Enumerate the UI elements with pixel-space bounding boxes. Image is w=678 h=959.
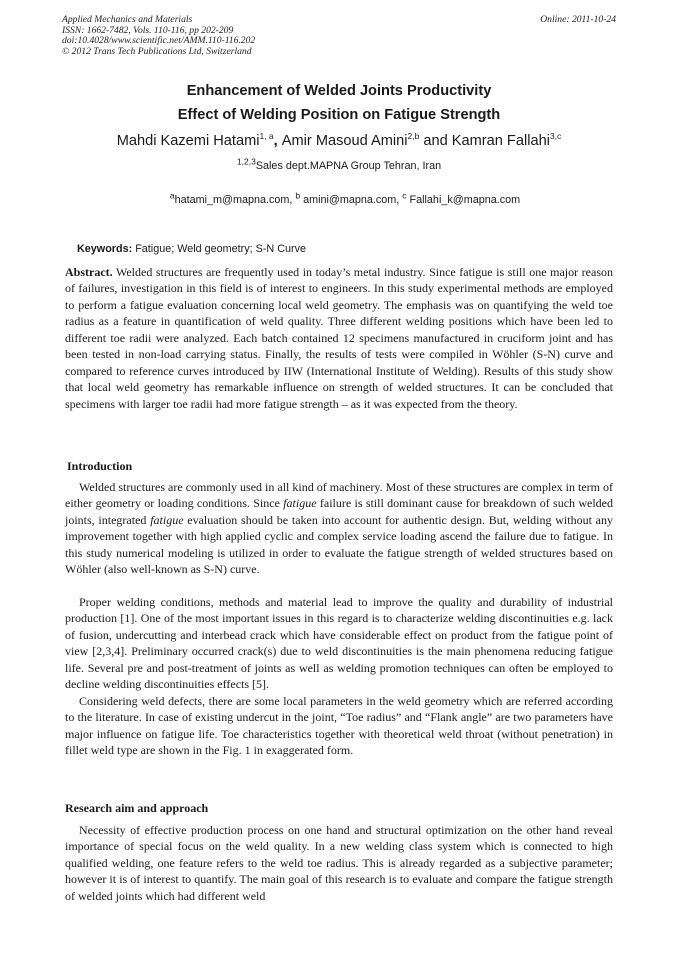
email-list xyxy=(0,182,678,218)
email-c: Fallahi_k@mapna.com xyxy=(406,194,521,206)
online-date: Online: 2011-10-24 xyxy=(540,14,616,25)
affiliation-text: Sales dept.MAPNA Group Tehran, Iran xyxy=(255,160,442,172)
intro-p1-part-a: Welded structures are commonly used in all kind of machinery. Most of these structures are complex in term of either geometry or loading conditions. Since xyxy=(65,480,613,511)
doi-line: doi:10.4028/www.scientific.net/AMM.110-116.202 xyxy=(62,35,256,47)
author-separator-1: , xyxy=(273,133,282,149)
introduction-paragraph-1 xyxy=(65,479,613,578)
author-2-sup: 2,b xyxy=(407,131,420,142)
introduction-heading: Introduction xyxy=(67,459,133,473)
abstract xyxy=(65,264,613,412)
introduction-paragraph-2: Proper welding conditions, methods and material lead to improve the quality and durability of industrial production [1]. One of the most important issues in this regard is to characterize welding discontinuities e.g. lack of fusion, undercutting and interbead crack which have considerable effect on product from the fatigue point of view [2,3,4]. Preliminary occurred crack(s) due to weld discontinuities is the main phenomena reducing fatigue life. Several pre and post-treatment of joints as well as welding promotion techniques can often be employed to decline welding discontinuities effects [5]. xyxy=(65,595,613,692)
author-2-name: Amir Masoud Amini xyxy=(281,133,408,149)
intro-p1-italic-2: fatigue xyxy=(150,512,184,527)
author-3-name: Kamran Fallahi xyxy=(451,133,550,149)
affiliation xyxy=(0,156,678,172)
email-b-sup: b xyxy=(295,190,301,201)
author-1-sup: 1, a xyxy=(259,131,274,142)
research-heading: Research aim and approach xyxy=(65,801,209,815)
author-separator-2: and xyxy=(419,133,452,149)
author-list xyxy=(0,133,678,149)
journal-name: Applied Mechanics and Materials xyxy=(62,14,193,25)
author-3-sup: 3,c xyxy=(549,131,562,142)
abstract-label: Abstract. xyxy=(65,265,113,279)
keywords xyxy=(65,231,306,267)
email-b: amini@mapna.com, xyxy=(300,194,403,206)
issn-line: ISSN: 1662-7482, Vols. 110-116, pp 202-209 xyxy=(62,24,234,36)
email-c-sup: c xyxy=(402,190,407,201)
keywords-text: Fatigue; Weld geometry; S-N Curve xyxy=(132,243,307,255)
copyright-line: © 2012 Trans Tech Publications Ltd, Switzerland xyxy=(62,45,252,57)
paper-title-line-2: Effect of Welding Position on Fatigue Strength xyxy=(177,107,501,123)
email-a: hatami_m@mapna.com, xyxy=(174,194,296,206)
author-1-name: Mahdi Kazemi Hatami xyxy=(116,133,260,149)
introduction-paragraph-3: Considering weld defects, there are some local parameters in the weld geometry which are referred according to the literature. In case of existing undercut in the joint, “Toe radius” and “Flank angle” are two parameters have major influence on fatigue life. Toe characteristics together with theoretical weld throat (without penetration) in fillet weld type are shown in the Fig. 1 in exaggerated form. xyxy=(65,694,613,758)
journal-header xyxy=(62,15,616,57)
affiliation-sup: 1,2,3 xyxy=(236,156,256,167)
research-paragraph-1: Necessity of effective production process on one hand and structural optimization on the other hand reveal importance of special focus on the weld quality. In a new welding class system which is connected to high qualified welding, one feature refers to the weld toe radius. This is already regarded as a subjective parameter; however it is of interest to quantify. The main goal of this research is to evaluate and compare the fatigue strength of welded joints which had different weld xyxy=(65,823,613,903)
keywords-label: Keywords: xyxy=(77,243,133,255)
paper-title-line-1: Enhancement of Welded Joints Productivity xyxy=(186,83,492,99)
intro-p1-italic-1: fatigue xyxy=(283,496,317,511)
email-a-sup: a xyxy=(169,190,175,201)
abstract-text: Welded structures are frequently used in today’s metal industry. Since fatigue is still one major reason of failures, investigation in this field is of interest to engineers. In this study experimental methods are employed to perform a fatigue evaluation concerning local weld geometry. The emphasis was on quantifying the weld toe radius as a feature in quantification of weld quality. Three different welding positions which have been led to different toe radii were analyzed. Each batch contained 12 specimens manufactured in cruciform joint and has been tested in non-load carrying status. Finally, the results of tests were compiled in Wöhler (S-N) curve and compared to reference curves introduced by IIW (International Institute of Welding). Results of this study show that local weld geometry has remarkable influence on strength of welded structures. It can be concluded that specimens with larger toe radii had more fatigue strength – as it was expected from the theory. xyxy=(65,265,613,411)
intro-p1-part-c: evaluation should be taken into account for authentic design. But, welding without any improvement together with high applied cyclic and complex service loading ascend the failure due to fatigue. In this study numerical modeling is utilized in order to evaluate the fatigue strength of welded structures based on Wöhler (also well-known as S-N) curve. xyxy=(65,512,614,577)
intro-p1-part-b: failure is still dominant cause for breakdown of such welded joints, integrated xyxy=(65,496,614,527)
